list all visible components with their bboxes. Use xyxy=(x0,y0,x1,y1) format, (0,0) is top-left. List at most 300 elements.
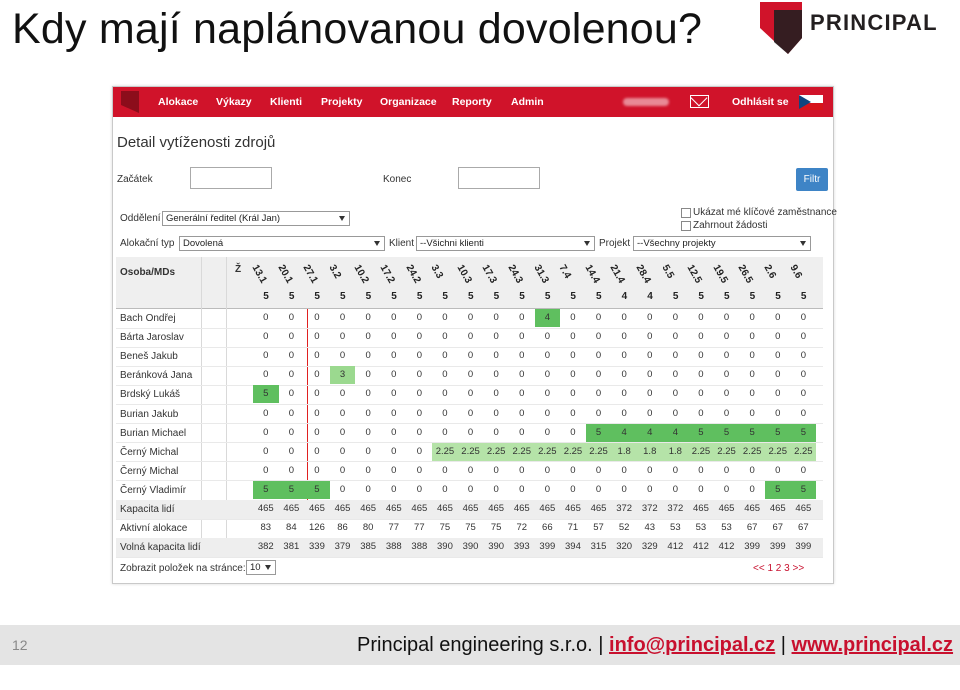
summary-cell: 465 xyxy=(718,503,735,514)
date-header: 24.2 xyxy=(403,263,423,286)
table-cell: 0 xyxy=(391,426,397,438)
table-cell: 0 xyxy=(288,445,294,457)
summary-cell: 66 xyxy=(542,522,553,534)
table-cell: 0 xyxy=(647,388,653,400)
capacity-header: 4 xyxy=(647,291,653,302)
person-name: Černý Michal xyxy=(120,446,179,458)
table-cell: 0 xyxy=(416,312,422,323)
summary-cell: 315 xyxy=(590,541,607,553)
date-header: 28.4 xyxy=(633,263,653,286)
table-cell: 0 xyxy=(647,369,653,381)
client-select[interactable] xyxy=(416,236,595,251)
summary-cell: 329 xyxy=(641,541,658,553)
table-cell: 2.25 xyxy=(586,443,612,461)
capacity-header: 5 xyxy=(724,291,730,302)
table-cell: 0 xyxy=(595,331,602,343)
summary-cell: 80 xyxy=(362,522,374,534)
summary-cell: 412 xyxy=(667,541,684,553)
chevron-down-icon xyxy=(800,241,806,246)
table-cell: 1.8 xyxy=(663,443,689,461)
table-cell: 5 xyxy=(791,481,817,499)
include-requests-label: Zahrnout žádosti xyxy=(693,220,768,231)
z-column-header: Ž xyxy=(235,264,242,275)
table-cell: 0 xyxy=(467,407,474,419)
table-cell: 0 xyxy=(775,312,781,323)
table-cell: 0 xyxy=(570,312,576,323)
table-cell: 0 xyxy=(621,407,627,419)
envelope-icon[interactable] xyxy=(690,95,709,108)
summary-cell: 71 xyxy=(567,522,579,534)
table-cell: 0 xyxy=(775,407,781,419)
summary-cell: 465 xyxy=(334,503,351,514)
table-cell: 0 xyxy=(365,388,371,400)
table-cell: 0 xyxy=(519,388,525,400)
summary-cell: 372 xyxy=(616,503,633,514)
table-cell: 0 xyxy=(467,483,474,495)
table-cell: 0 xyxy=(442,483,448,495)
capacity-header: 5 xyxy=(519,291,525,302)
table-cell: 5 xyxy=(765,481,791,499)
table-cell: 0 xyxy=(723,464,730,476)
nav-item-klienti[interactable]: Klienti xyxy=(270,96,303,108)
capacity-header: 5 xyxy=(340,291,346,302)
table-cell: 2.25 xyxy=(765,443,791,461)
table-cell: 0 xyxy=(493,426,499,438)
table-cell: 0 xyxy=(391,388,397,400)
slide-number: 12 xyxy=(12,637,28,653)
table-cell: 0 xyxy=(365,464,371,476)
chevron-down-icon xyxy=(339,216,345,221)
table-cell: 0 xyxy=(647,407,653,419)
summary-cell: 465 xyxy=(565,503,581,514)
table-cell: 0 xyxy=(314,312,320,323)
summary-cell: 399 xyxy=(769,541,786,553)
summary-cell: 57 xyxy=(593,522,604,534)
table-cell: 0 xyxy=(442,331,448,343)
summary-cell: 465 xyxy=(795,503,812,514)
start-date-input[interactable] xyxy=(190,167,272,189)
utilization-table xyxy=(113,257,833,557)
table-cell: 0 xyxy=(570,483,576,495)
summary-label: Kapacita lidí xyxy=(120,504,175,515)
table-cell: 0 xyxy=(391,445,397,457)
table-cell: 0 xyxy=(442,312,448,323)
logo-text: PRINCIPAL xyxy=(810,10,938,35)
table-cell: 0 xyxy=(595,369,602,381)
department-value: Generální ředitel (Král Jan) xyxy=(166,213,281,224)
summary-cell: 67 xyxy=(746,522,758,534)
capacity-header: 5 xyxy=(570,291,576,302)
footer-web-link[interactable]: www.principal.cz xyxy=(791,634,954,656)
capacity-header: 5 xyxy=(442,291,448,302)
table-cell: 0 xyxy=(621,483,627,495)
table-cell: 5 xyxy=(304,481,330,499)
table-cell: 0 xyxy=(493,369,499,381)
table-cell: 4 xyxy=(663,424,689,442)
table-cell: 0 xyxy=(595,350,602,362)
table-cell: 0 xyxy=(647,331,653,343)
app-screenshot xyxy=(112,86,837,584)
table-cell: 0 xyxy=(570,369,576,381)
table-cell: 0 xyxy=(263,445,269,457)
table-cell: 0 xyxy=(723,331,730,343)
table-cell: 0 xyxy=(672,388,678,400)
summary-cell: 465 xyxy=(257,503,274,514)
table-cell: 0 xyxy=(391,483,397,495)
summary-cell: 465 xyxy=(744,503,761,514)
capacity-header: 5 xyxy=(698,291,704,302)
table-cell: 0 xyxy=(314,445,320,457)
table-cell: 0 xyxy=(467,464,474,476)
table-cell: 0 xyxy=(698,483,704,495)
table-cell: 0 xyxy=(749,331,755,343)
top-nav xyxy=(113,87,833,117)
capacity-header: 5 xyxy=(263,291,269,302)
capacity-header: 5 xyxy=(314,291,320,302)
table-cell: 0 xyxy=(263,464,269,476)
table-cell: 0 xyxy=(570,464,576,476)
table-cell: 0 xyxy=(749,369,755,381)
table-cell: 0 xyxy=(647,312,653,323)
table-cell: 0 xyxy=(749,312,755,323)
table-cell: 0 xyxy=(416,445,422,457)
table-cell: 0 xyxy=(544,407,550,419)
table-cell: 0 xyxy=(570,350,576,362)
table-cell: 2.25 xyxy=(509,443,535,461)
capacity-header: 5 xyxy=(288,291,295,302)
summary-cell: 381 xyxy=(283,541,300,553)
person-column-header: Osoba/MDs xyxy=(120,267,176,278)
date-header: 27.1 xyxy=(300,263,320,286)
person-name: Bárta Jaroslav xyxy=(120,332,184,344)
capacity-header: 5 xyxy=(596,291,602,302)
summary-cell: 382 xyxy=(257,541,274,553)
department-label: Oddělení xyxy=(120,213,161,224)
table-cell: 0 xyxy=(621,312,627,323)
table-cell: 0 xyxy=(800,388,806,400)
table-cell: 0 xyxy=(749,464,755,476)
pagination[interactable]: << 1 2 3 >> xyxy=(753,563,805,574)
home-logo-icon[interactable] xyxy=(121,91,139,113)
summary-cell: 52 xyxy=(618,522,630,534)
project-select[interactable] xyxy=(633,236,811,251)
table-cell: 4 xyxy=(637,424,663,442)
table-cell: 0 xyxy=(339,407,346,419)
table-cell: 0 xyxy=(467,388,474,400)
summary-cell: 465 xyxy=(539,503,556,514)
table-cell: 0 xyxy=(365,350,371,362)
table-cell: 0 xyxy=(698,369,704,381)
table-cell: 0 xyxy=(595,312,602,323)
chevron-down-icon xyxy=(584,241,590,246)
date-header: 21.4 xyxy=(607,263,628,286)
summary-cell: 126 xyxy=(309,522,325,534)
table-cell: 0 xyxy=(339,483,346,495)
summary-cell: 393 xyxy=(513,541,530,553)
table-cell: 0 xyxy=(339,350,346,362)
table-cell: 0 xyxy=(391,407,397,419)
date-header: 3.2 xyxy=(326,263,343,281)
table-cell: 0 xyxy=(365,445,371,457)
table-cell: 0 xyxy=(416,369,422,381)
person-name: Bach Ondřej xyxy=(120,313,176,324)
summary-cell: 390 xyxy=(488,541,505,553)
summary-cell: 399 xyxy=(795,541,812,553)
table-cell: 0 xyxy=(672,312,678,323)
table-cell: 4 xyxy=(611,424,637,442)
table-cell: 0 xyxy=(263,407,269,419)
key-employees-checkbox[interactable] xyxy=(681,208,691,218)
chevron-down-icon xyxy=(265,565,271,570)
table-cell: 0 xyxy=(723,388,730,400)
date-header: 24.3 xyxy=(505,263,525,286)
table-cell: 0 xyxy=(416,426,422,438)
end-date-input[interactable] xyxy=(458,167,540,189)
summary-cell: 412 xyxy=(718,541,735,553)
table-cell: 0 xyxy=(339,312,346,323)
table-cell: 0 xyxy=(339,331,346,343)
summary-cell: 72 xyxy=(516,522,528,534)
table-cell: 0 xyxy=(391,312,397,323)
footer-email-link[interactable]: info@principal.cz xyxy=(609,634,776,656)
table-cell: 0 xyxy=(288,388,294,400)
table-cell: 0 xyxy=(570,426,576,438)
footer-company: Principal engineering s.r.o. | xyxy=(357,634,604,656)
start-label: Začátek xyxy=(117,174,153,185)
table-cell: 5 xyxy=(586,424,612,442)
table-cell: 1.8 xyxy=(611,443,637,461)
key-employees-label: Ukázat mé klíčové zaměstnance xyxy=(693,207,837,218)
table-cell: 0 xyxy=(595,483,602,495)
summary-label: Volná kapacita lidí xyxy=(120,542,201,554)
table-cell: 0 xyxy=(288,464,294,476)
table-cell: 0 xyxy=(442,369,448,381)
allocation-type-select[interactable] xyxy=(179,236,385,251)
table-cell: 0 xyxy=(339,464,346,476)
table-cell: 3 xyxy=(330,366,356,384)
summary-cell: 75 xyxy=(439,522,451,534)
table-cell: 0 xyxy=(621,369,627,381)
summary-cell: 465 xyxy=(283,503,300,514)
table-cell: 0 xyxy=(775,369,781,381)
table-cell: 0 xyxy=(365,312,371,323)
table-cell: 0 xyxy=(416,464,422,476)
table-cell: 5 xyxy=(791,424,817,442)
summary-cell: 465 xyxy=(385,503,402,514)
include-requests-checkbox[interactable] xyxy=(681,221,691,231)
date-header: 19.5 xyxy=(710,263,730,286)
summary-cell: 385 xyxy=(360,541,377,553)
capacity-header: 5 xyxy=(749,291,756,302)
table-cell: 0 xyxy=(723,483,730,495)
summary-cell: 320 xyxy=(616,541,633,553)
summary-cell: 465 xyxy=(360,503,377,514)
table-cell: 0 xyxy=(416,483,422,495)
summary-cell: 339 xyxy=(309,541,325,553)
table-cell: 0 xyxy=(493,464,499,476)
nav-item-projekty[interactable]: Projekty xyxy=(321,96,363,108)
table-cell: 0 xyxy=(621,350,627,362)
capacity-header: 5 xyxy=(468,291,474,302)
date-header: 9.6 xyxy=(787,263,804,281)
table-cell: 0 xyxy=(263,369,269,381)
summary-cell: 379 xyxy=(334,541,351,553)
summary-cell: 465 xyxy=(437,503,453,514)
logout-link[interactable]: Odhlásit se xyxy=(732,96,789,108)
table-cell: 0 xyxy=(800,312,806,323)
client-value: --Všichni klienti xyxy=(420,238,484,249)
summary-cell: 86 xyxy=(337,522,348,534)
table-cell: 5 xyxy=(739,424,765,442)
table-cell: 0 xyxy=(698,388,704,400)
summary-cell: 465 xyxy=(693,503,709,514)
table-cell: 0 xyxy=(519,464,525,476)
summary-cell: 53 xyxy=(695,522,707,534)
project-value: --Všechny projekty xyxy=(637,238,716,249)
summary-cell: 465 xyxy=(590,503,607,514)
table-cell: 0 xyxy=(416,388,422,400)
table-cell: 0 xyxy=(314,331,320,343)
summary-cell: 394 xyxy=(565,541,581,553)
person-name: Beránková Jana xyxy=(120,370,193,382)
table-cell: 0 xyxy=(800,369,806,381)
table-cell: 0 xyxy=(800,331,806,343)
nav-item-admin[interactable]: Admin xyxy=(511,96,544,108)
summary-cell: 465 xyxy=(411,503,428,514)
footer-separator: | xyxy=(780,634,786,656)
table-cell: 0 xyxy=(544,464,550,476)
slide-title: Kdy mají naplánovanou dovolenou? xyxy=(12,5,703,53)
summary-cell: 388 xyxy=(411,541,428,553)
table-cell: 0 xyxy=(493,483,499,495)
czech-flag-icon[interactable] xyxy=(799,95,823,110)
table-cell: 0 xyxy=(467,331,474,343)
table-cell: 0 xyxy=(723,407,730,419)
summary-cell: 75 xyxy=(490,522,502,534)
table-cell: 0 xyxy=(493,388,499,400)
filter-button[interactable]: Filtr xyxy=(796,168,828,191)
table-cell: 0 xyxy=(263,312,269,323)
summary-cell: 53 xyxy=(721,522,732,534)
table-cell: 0 xyxy=(288,350,294,362)
department-select[interactable] xyxy=(162,211,350,226)
nav-item-alokace[interactable]: Alokace xyxy=(158,96,199,108)
table-cell: 5 xyxy=(253,481,279,499)
table-cell: 0 xyxy=(442,350,448,362)
table-cell: 0 xyxy=(442,407,448,419)
table-cell: 0 xyxy=(672,483,678,495)
table-cell: 0 xyxy=(263,331,269,343)
table-cell: 0 xyxy=(647,350,653,362)
summary-cell: 465 xyxy=(309,503,325,514)
capacity-header: 5 xyxy=(775,291,781,302)
table-cell: 0 xyxy=(698,350,704,362)
summary-cell: 372 xyxy=(641,503,658,514)
capacity-header: 5 xyxy=(493,291,500,302)
table-cell: 2.25 xyxy=(560,443,586,461)
person-name: Burian Michael xyxy=(120,427,187,439)
table-cell: 0 xyxy=(288,331,294,343)
table-cell: 0 xyxy=(544,350,550,362)
table-cell: 0 xyxy=(314,369,320,381)
date-header: 3.3 xyxy=(428,263,446,281)
items-per-page-select[interactable] xyxy=(246,560,276,575)
table-cell: 0 xyxy=(595,464,602,476)
principal-logo-icon xyxy=(760,2,804,54)
table-cell: 2.25 xyxy=(791,443,817,461)
table-cell: 0 xyxy=(467,350,474,362)
end-label: Konec xyxy=(383,174,412,185)
table-cell: 2.25 xyxy=(688,443,714,461)
summary-cell: 67 xyxy=(772,522,784,534)
project-label: Projekt xyxy=(599,238,631,249)
table-cell: 0 xyxy=(365,426,371,438)
table-cell: 0 xyxy=(749,388,755,400)
table-cell: 0 xyxy=(314,350,320,362)
allocation-type-label: Alokační typ xyxy=(120,238,175,249)
table-cell: 5 xyxy=(765,424,791,442)
table-cell: 0 xyxy=(288,369,294,381)
table-cell: 0 xyxy=(391,331,397,343)
summary-cell: 465 xyxy=(513,503,530,514)
table-cell: 0 xyxy=(570,388,576,400)
table-cell: 0 xyxy=(672,464,678,476)
table-cell: 2.25 xyxy=(739,443,765,461)
table-cell: 0 xyxy=(365,369,371,381)
table-cell: 0 xyxy=(467,426,474,438)
table-cell: 0 xyxy=(467,369,474,381)
date-header: 12.5 xyxy=(684,263,704,286)
table-cell: 0 xyxy=(467,312,474,323)
person-name: Černý Michal xyxy=(120,465,179,477)
client-label: Klient xyxy=(389,238,415,249)
summary-cell: 43 xyxy=(644,522,656,534)
table-cell: 0 xyxy=(698,407,704,419)
person-name: Brdský Lukáš xyxy=(120,389,181,401)
summary-cell: 77 xyxy=(388,522,400,534)
table-cell: 0 xyxy=(672,350,678,362)
capacity-header: 4 xyxy=(621,291,628,302)
nav-item-reporty[interactable]: Reporty xyxy=(452,96,492,108)
summary-cell: 390 xyxy=(437,541,453,553)
chevron-down-icon xyxy=(374,241,380,246)
items-per-page-label: Zobrazit položek na stránce: xyxy=(120,563,246,574)
summary-cell: 83 xyxy=(260,522,272,534)
table-cell: 0 xyxy=(263,350,269,362)
table-cell: 0 xyxy=(339,426,346,438)
table-cell: 0 xyxy=(775,464,781,476)
table-cell: 0 xyxy=(544,483,550,495)
table-cell: 2.25 xyxy=(535,443,561,461)
nav-item-organizace[interactable]: Organizace xyxy=(380,96,437,108)
nav-item-vykazy[interactable]: Výkazy xyxy=(216,96,252,108)
summary-cell: 399 xyxy=(539,541,556,553)
table-cell: 0 xyxy=(493,350,499,362)
table-cell: 0 xyxy=(288,407,294,419)
table-cell: 0 xyxy=(749,350,755,362)
capacity-header: 5 xyxy=(391,291,397,302)
table-cell: 4 xyxy=(535,309,561,327)
table-cell: 0 xyxy=(800,407,806,419)
table-cell: 0 xyxy=(442,426,448,438)
table-cell: 0 xyxy=(621,388,627,400)
person-name: Burian Jakub xyxy=(120,408,179,420)
table-cell: 0 xyxy=(365,331,371,343)
table-cell: 0 xyxy=(314,407,320,419)
table-cell: 0 xyxy=(442,464,448,476)
date-header: 14.4 xyxy=(582,263,602,286)
date-header: 2.6 xyxy=(761,263,778,281)
